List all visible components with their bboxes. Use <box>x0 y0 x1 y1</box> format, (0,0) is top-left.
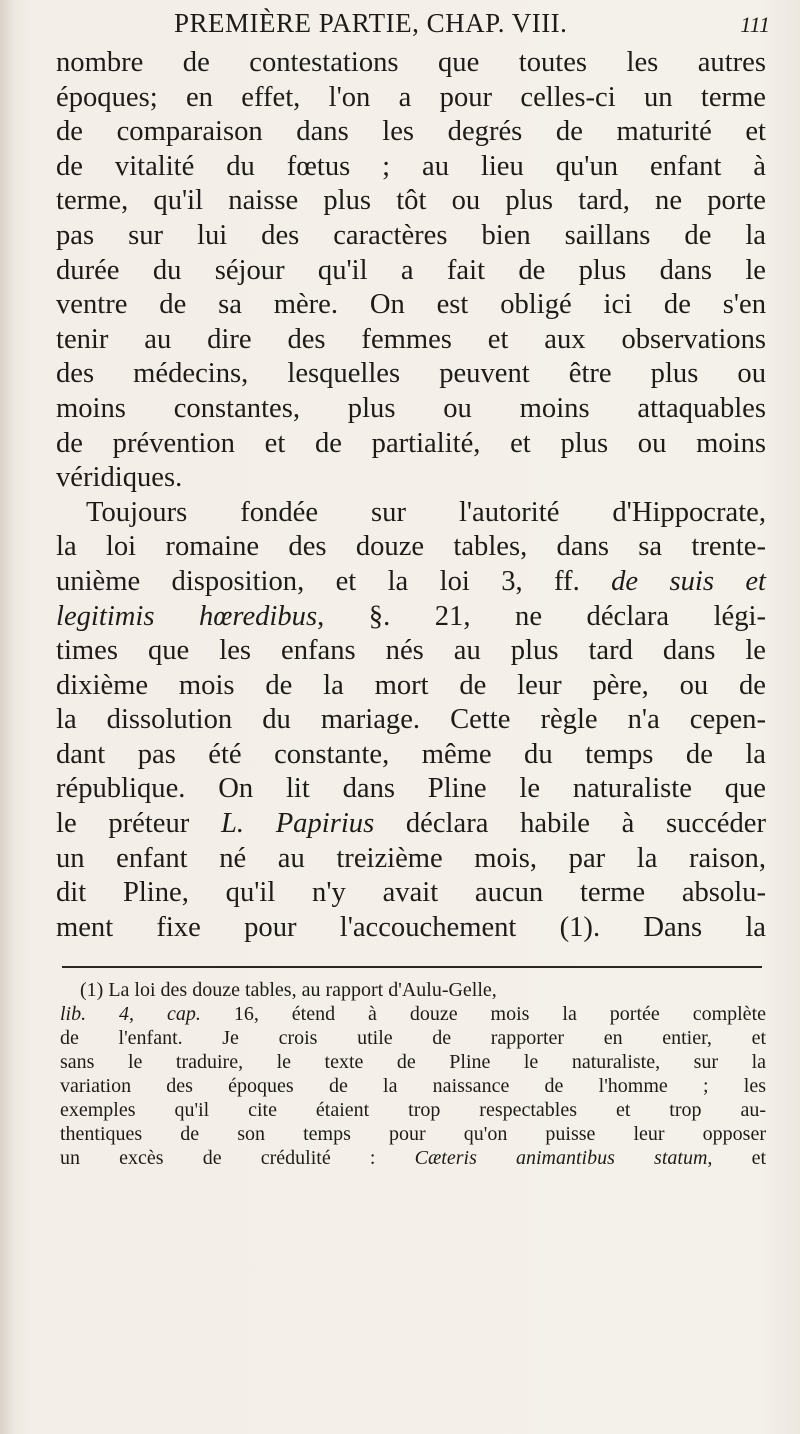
text-line-text: la dissolution du mariage. Cette règle n'a cepen- <box>56 704 766 736</box>
text-line-text: le préteur <box>56 808 221 840</box>
footnote-line <box>60 1146 766 1170</box>
text-line-text: ment fixe pour l'accouchement (1). Dans la <box>56 911 766 943</box>
page-header <box>70 8 770 48</box>
text-line-text: dant pas été constante, même du temps de la <box>56 738 766 770</box>
text-line <box>56 81 766 116</box>
text-line-italic: legitimis hœredibus <box>56 600 318 632</box>
footnote-line-text: exemples qu'il cite étaient trop respectables et trop au- <box>60 1099 766 1121</box>
text-line-text: de vitalité du fœtus ; au lieu qu'un enfant à <box>56 150 766 182</box>
footnote-line <box>60 1002 766 1026</box>
text-line-text: dit Pline, qu'il n'y avait aucun terme absolu- <box>56 877 766 909</box>
text-line <box>56 288 766 323</box>
text-line-text: Toujours fondée sur l'autorité d'Hippocrate, <box>86 496 766 528</box>
text-line <box>56 46 766 81</box>
text-line-italic: L. Papirius <box>220 808 375 840</box>
text-line-text: dixième mois de la mort de leur père, ou de <box>56 669 766 701</box>
footnote-line <box>60 1122 766 1146</box>
text-line <box>56 530 766 565</box>
text-line-text: un enfant né au treizième mois, par la raison, <box>56 842 766 874</box>
text-line-text: époques; en effet, l'on a pour celles-ci un terme <box>56 81 766 113</box>
text-line <box>56 184 766 219</box>
footnote-rule <box>62 966 762 968</box>
text-line <box>56 150 766 185</box>
text-line <box>56 634 766 669</box>
text-line <box>56 703 766 738</box>
text-line-text: , §. 21, ne déclara légi- <box>317 600 766 632</box>
footnote-line <box>60 1074 766 1098</box>
footnote-line <box>60 978 766 1002</box>
text-line <box>56 842 766 877</box>
text-line-text: unième disposition, et la loi 3, ff. <box>56 565 612 597</box>
text-line-text: de prévention et de partialité, et plus ou moins <box>56 427 766 459</box>
text-line <box>56 323 766 358</box>
text-line <box>56 392 766 427</box>
footnote-line <box>60 1026 766 1050</box>
footnote-line-text: un excès de crédulité : <box>60 1147 415 1169</box>
text-line-italic: de suis et <box>611 565 766 597</box>
text-line <box>56 565 766 600</box>
footnote-line-text: variation des époques de la naissance de l'homme ; les <box>60 1075 766 1097</box>
text-line-text: ventre de sa mère. On est obligé ici de s'en <box>56 289 766 321</box>
text-line-text: terme, qu'il naisse plus tôt ou plus tard, ne porte <box>56 185 766 217</box>
footnote-line <box>60 1050 766 1074</box>
text-line <box>56 738 766 773</box>
footnote-line-text: (1) La loi des douze tables, au rapport d'Aulu-Gelle, <box>80 979 497 1001</box>
text-line-text: pas sur lui des caractères bien saillans de la <box>56 219 766 251</box>
text-line <box>56 219 766 254</box>
footnote-line-text: sans le traduire, le texte de Pline le naturaliste, sur la <box>60 1051 766 1073</box>
text-line-text: moins constantes, plus ou moins attaquables <box>56 392 766 424</box>
text-line-text: tenir au dire des femmes et aux observations <box>56 323 766 355</box>
footnote-line-text: , et <box>707 1147 766 1169</box>
footnote-line-italic: Cæteris animantibus statum <box>414 1147 708 1169</box>
text-line-text: véridiques. <box>56 462 183 494</box>
page-gutter-shadow <box>0 0 14 1434</box>
text-line <box>56 876 766 911</box>
text-line <box>56 600 766 635</box>
footnote <box>60 978 766 1170</box>
text-line-text: nombre de contestations que toutes les autres <box>56 47 766 78</box>
footnote-line-text: de l'enfant. Je crois utile de rapporter en entier, et <box>60 1027 766 1049</box>
footnote-line <box>60 1098 766 1122</box>
footnote-line-text: thentiques de son temps pour qu'on puisse leur opposer <box>60 1123 766 1145</box>
text-line <box>56 772 766 807</box>
text-line-text: déclara habile à succéder <box>374 808 767 840</box>
text-line <box>56 911 766 946</box>
footnote-line-text: 16, étend à douze mois la portée complète <box>200 1003 766 1025</box>
text-line <box>56 496 766 531</box>
page-number: 111 <box>740 12 770 37</box>
text-line <box>56 115 766 150</box>
text-line-text: times que les enfans nés au plus tard dans le <box>56 635 766 667</box>
text-line <box>56 807 766 842</box>
body-text <box>56 46 766 945</box>
text-line-text: la loi romaine des douze tables, dans sa trente- <box>56 531 766 563</box>
text-line <box>56 669 766 704</box>
text-line-text: république. On lit dans Pline le naturaliste que <box>56 773 766 805</box>
text-line <box>56 357 766 392</box>
text-line <box>56 427 766 462</box>
text-line-text: des médecins, lesquelles peuvent être plus ou <box>56 358 766 390</box>
footnote-line-italic: lib. 4, cap. <box>60 1003 201 1025</box>
text-line-text: de comparaison dans les degrés de maturité et <box>56 116 766 148</box>
text-line <box>56 461 766 496</box>
running-title: PREMIÈRE PARTIE, CHAP. VIII. <box>174 8 568 38</box>
text-line <box>56 254 766 289</box>
text-line-text: durée du séjour qu'il a fait de plus dans le <box>56 254 766 286</box>
